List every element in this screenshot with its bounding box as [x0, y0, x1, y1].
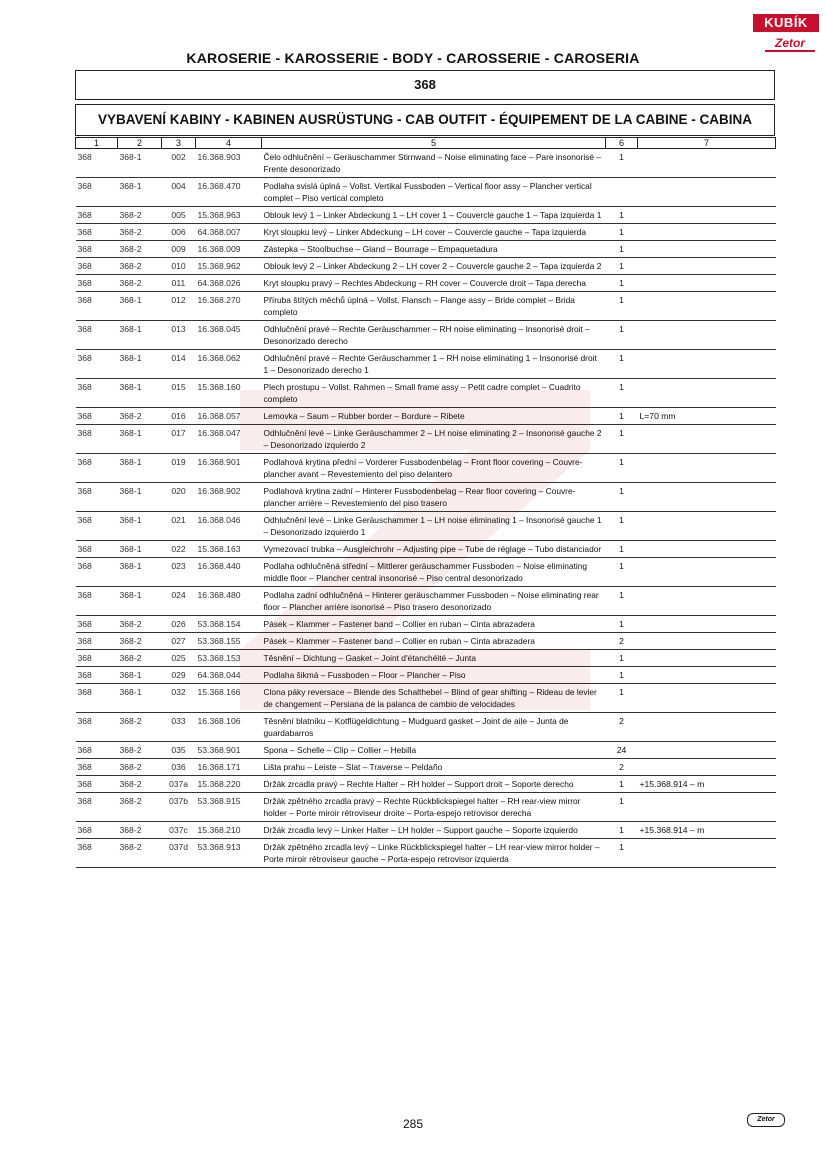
- cell-col-5: Podlaha šikmá – Fussboden – Floor – Plancher – Piso: [262, 667, 606, 684]
- cell-col-3: 037b: [162, 793, 196, 822]
- page-heading: KAROSERIE - KAROSSERIE - BODY - CAROSSERIE - CAROSERIA: [186, 50, 640, 66]
- table-header-row: [76, 138, 776, 149]
- cell-col-5: Odhlučnění levé – Linke Geräuschammer 2 – LH noise eliminating 2 – Insonorisé gauche 2 – Desonorizado izquierdo 2: [262, 425, 606, 454]
- cell-col-4: 64.368.007: [196, 224, 262, 241]
- cell-col-3: 017: [162, 425, 196, 454]
- cell-col-3: 023: [162, 558, 196, 587]
- cell-col-4: 16.368.901: [196, 454, 262, 483]
- cell-col-7: [638, 633, 776, 650]
- parts-table: [75, 137, 776, 868]
- cell-col-7: [638, 759, 776, 776]
- cell-col-3: 021: [162, 512, 196, 541]
- cell-col-6: 1: [606, 650, 638, 667]
- table-row: [76, 379, 776, 408]
- cell-col-1: 368: [76, 742, 118, 759]
- cell-col-6: 1: [606, 149, 638, 178]
- cell-col-6: 24: [606, 742, 638, 759]
- cell-col-5: Vymezovací trubka – Ausgleichrohr – Adjusting pipe – Tube de réglage – Tubo distanciador: [262, 541, 606, 558]
- cell-col-7: [638, 292, 776, 321]
- cell-col-7: +15.368.914 – m: [638, 822, 776, 839]
- cell-col-5: Podlaha odhlučněná střední – Mittlerer geräuschammer Fussboden – Noise eliminating middle floor – Plancher central insonorisé – Piso central desonorizado: [262, 558, 606, 587]
- cell-col-1: 368: [76, 541, 118, 558]
- cell-col-5: Spona – Schelle – Clip – Collier – Hebilla: [262, 742, 606, 759]
- cell-col-6: 1: [606, 241, 638, 258]
- cell-col-4: 64.368.044: [196, 667, 262, 684]
- cell-col-2: 368-1: [118, 684, 162, 713]
- cell-col-5: Příruba štítých měchů úplná – Vollst. Flansch – Flange assy – Bride complet – Brida completo: [262, 292, 606, 321]
- table-row: [76, 616, 776, 633]
- cell-col-7: [638, 454, 776, 483]
- table-row: [76, 321, 776, 350]
- cell-col-4: 53.368.915: [196, 793, 262, 822]
- cell-col-5: Podlaha svislá úplná – Vollst. Vertikal Fussboden – Vertical floor assy – Plancher vertical complet – Piso vertical completo: [262, 178, 606, 207]
- cell-col-1: 368: [76, 587, 118, 616]
- cell-col-1: 368: [76, 321, 118, 350]
- cell-col-2: 368-2: [118, 241, 162, 258]
- cell-col-5: Těsnění blatníku – Kotflügeldichtung – Mudguard gasket – Joint de aile – Junta de guardabarros: [262, 713, 606, 742]
- table-row: [76, 667, 776, 684]
- cell-col-2: 368-1: [118, 558, 162, 587]
- cell-col-2: 368-1: [118, 350, 162, 379]
- cell-col-5: Držák zrcadla pravý – Rechte Halter – RH holder – Support droit – Soporte derecho: [262, 776, 606, 793]
- column-header-1: 1: [76, 138, 118, 149]
- cell-col-6: 1: [606, 776, 638, 793]
- cell-col-5: Držák zrcadla levý – Linker Halter – LH holder – Support gauche – Soporte izquierdo: [262, 822, 606, 839]
- table-row: [76, 408, 776, 425]
- cell-col-3: 002: [162, 149, 196, 178]
- cell-col-7: +15.368.914 – m: [638, 776, 776, 793]
- cell-col-6: 2: [606, 713, 638, 742]
- cell-col-3: 006: [162, 224, 196, 241]
- group-title: VYBAVENÍ KABINY - KABINEN AUSRÜSTUNG - CAB OUTFIT - ÉQUIPEMENT DE LA CABINE - CABINA: [75, 104, 775, 136]
- cell-col-5: Odhlučnění pravé – Rechte Geräuschammer – RH noise eliminating – Insonorisé droit – Desonorizado derecho: [262, 321, 606, 350]
- cell-col-3: 022: [162, 541, 196, 558]
- cell-col-7: [638, 425, 776, 454]
- cell-col-3: 014: [162, 350, 196, 379]
- cell-col-2: 368-2: [118, 207, 162, 224]
- cell-col-5: Oblouk levý 2 – Linker Abdeckung 2 – LH cover 2 – Couvercle gauche 2 – Tapa izquierda 2: [262, 258, 606, 275]
- page-number: 285: [402, 1117, 424, 1131]
- cell-col-7: [638, 713, 776, 742]
- cell-col-6: 1: [606, 616, 638, 633]
- cell-col-4: 53.368.153: [196, 650, 262, 667]
- cell-col-7: [638, 667, 776, 684]
- table-row: [76, 650, 776, 667]
- table-row: [76, 541, 776, 558]
- table-row: [76, 684, 776, 713]
- cell-col-2: 368-1: [118, 667, 162, 684]
- cell-col-3: 009: [162, 241, 196, 258]
- cell-col-3: 036: [162, 759, 196, 776]
- cell-col-2: 368-1: [118, 587, 162, 616]
- cell-col-6: 1: [606, 292, 638, 321]
- cell-col-2: 368-1: [118, 541, 162, 558]
- cell-col-4: 16.368.062: [196, 350, 262, 379]
- cell-col-4: 16.368.903: [196, 149, 262, 178]
- cell-col-1: 368: [76, 650, 118, 667]
- cell-col-6: 2: [606, 759, 638, 776]
- cell-col-3: 004: [162, 178, 196, 207]
- cell-col-7: [638, 541, 776, 558]
- cell-col-4: 53.368.154: [196, 616, 262, 633]
- column-header-7: 7: [638, 138, 776, 149]
- cell-col-1: 368: [76, 224, 118, 241]
- cell-col-6: 1: [606, 408, 638, 425]
- table-row: [76, 258, 776, 275]
- cell-col-3: 010: [162, 258, 196, 275]
- cell-col-2: 368-1: [118, 425, 162, 454]
- cell-col-4: 15.368.963: [196, 207, 262, 224]
- cell-col-2: 368-2: [118, 633, 162, 650]
- table-row: [76, 149, 776, 178]
- cell-col-2: 368-1: [118, 483, 162, 512]
- cell-col-1: 368: [76, 379, 118, 408]
- cell-col-5: Držák zpětného zrcadla pravý – Rechte Rückblickspiegel halter – RH rear-view mirror holder – Porte miroir rétroviseur droite – Porta-espejo retrovisor derecha: [262, 793, 606, 822]
- cell-col-4: 15.368.163: [196, 541, 262, 558]
- cell-col-6: 1: [606, 350, 638, 379]
- cell-col-6: 1: [606, 425, 638, 454]
- cell-col-7: L=70 mm: [638, 408, 776, 425]
- cell-col-3: 020: [162, 483, 196, 512]
- table-row: [76, 275, 776, 292]
- cell-col-6: 1: [606, 207, 638, 224]
- table-row: [76, 587, 776, 616]
- cell-col-6: 1: [606, 258, 638, 275]
- cell-col-7: [638, 241, 776, 258]
- cell-col-3: 025: [162, 650, 196, 667]
- table-row: [76, 793, 776, 822]
- cell-col-5: Clona páky reversace – Blende des Schalthebel – Blind of gear shifting – Rideau de levier de changement – Persiana de la palanca de cambio de velocidades: [262, 684, 606, 713]
- cell-col-7: [638, 742, 776, 759]
- cell-col-1: 368: [76, 425, 118, 454]
- cell-col-1: 368: [76, 633, 118, 650]
- cell-col-6: 1: [606, 224, 638, 241]
- cell-col-7: [638, 258, 776, 275]
- cell-col-6: 1: [606, 541, 638, 558]
- cell-col-2: 368-2: [118, 822, 162, 839]
- column-header-2: 2: [118, 138, 162, 149]
- cell-col-3: 013: [162, 321, 196, 350]
- logo-top-text: KUBÍK: [753, 14, 819, 32]
- cell-col-1: 368: [76, 713, 118, 742]
- cell-col-5: Podlahová krytina přední – Vorderer Fussbodenbelag – Front floor covering – Couvre-plancher avant – Revestemiento del piso delantero: [262, 454, 606, 483]
- cell-col-4: 16.368.009: [196, 241, 262, 258]
- cell-col-2: 368-1: [118, 512, 162, 541]
- cell-col-4: 16.368.480: [196, 587, 262, 616]
- table-row: [76, 207, 776, 224]
- cell-col-7: [638, 483, 776, 512]
- cell-col-6: 1: [606, 587, 638, 616]
- cell-col-1: 368: [76, 275, 118, 292]
- cell-col-7: [638, 178, 776, 207]
- cell-col-5: Těsnění – Dichtung – Gasket – Joint d'étanchéité – Junta: [262, 650, 606, 667]
- table-row: [76, 454, 776, 483]
- cell-col-4: 15.368.210: [196, 822, 262, 839]
- cell-col-7: [638, 512, 776, 541]
- cell-col-2: 368-2: [118, 224, 162, 241]
- cell-col-2: 368-1: [118, 321, 162, 350]
- column-header-3: 3: [162, 138, 196, 149]
- cell-col-4: 53.368.155: [196, 633, 262, 650]
- cell-col-5: Lemovka – Saum – Rubber border – Bordure – Ribete: [262, 408, 606, 425]
- cell-col-5: Podlaha zadní odhlučněná – Hinterer geräuschammer Fussboden – Noise eliminating rear floor – Plancher arrière isonorisé – Piso trasero desonorizado: [262, 587, 606, 616]
- cell-col-4: 15.368.962: [196, 258, 262, 275]
- cell-col-5: Oblouk levý 1 – Linker Abdeckung 1 – LH cover 1 – Couvercle gauche 1 – Tapa izquierda 1: [262, 207, 606, 224]
- cell-col-7: [638, 587, 776, 616]
- cell-col-5: Kryt sloupku levý – Linker Abdeckung – LH cover – Couvercle gauche – Tapa izquierda: [262, 224, 606, 241]
- group-number: 368: [75, 70, 775, 100]
- cell-col-1: 368: [76, 558, 118, 587]
- cell-col-7: [638, 558, 776, 587]
- cell-col-3: 037d: [162, 839, 196, 868]
- cell-col-4: 53.368.913: [196, 839, 262, 868]
- cell-col-2: 368-2: [118, 793, 162, 822]
- cell-col-2: 368-1: [118, 149, 162, 178]
- cell-col-7: [638, 321, 776, 350]
- cell-col-1: 368: [76, 178, 118, 207]
- cell-col-3: 026: [162, 616, 196, 633]
- cell-col-7: [638, 207, 776, 224]
- cell-col-1: 368: [76, 207, 118, 224]
- cell-col-7: [638, 793, 776, 822]
- cell-col-1: 368: [76, 258, 118, 275]
- cell-col-1: 368: [76, 839, 118, 868]
- cell-col-4: 64.368.026: [196, 275, 262, 292]
- cell-col-7: [638, 275, 776, 292]
- column-header-6: 6: [606, 138, 638, 149]
- cell-col-6: 1: [606, 839, 638, 868]
- cell-col-6: 1: [606, 512, 638, 541]
- table-row: [76, 483, 776, 512]
- cell-col-5: Držák zpětného zrcadla levý – Linke Rückblickspiegel halter – LH rear-view mirror holder – Porte miroir rétroviseur gauche – Porta-espejo retrovisor izquierda: [262, 839, 606, 868]
- cell-col-5: Kryt sloupku pravý – Rechtes Abdeckung – RH cover – Couvercle droit – Tapa derecha: [262, 275, 606, 292]
- cell-col-1: 368: [76, 512, 118, 541]
- cell-col-2: 368-2: [118, 650, 162, 667]
- cell-col-3: 032: [162, 684, 196, 713]
- cell-col-2: 368-1: [118, 454, 162, 483]
- cell-col-4: 16.368.047: [196, 425, 262, 454]
- table-row: [76, 713, 776, 742]
- cell-col-6: 1: [606, 321, 638, 350]
- cell-col-1: 368: [76, 667, 118, 684]
- cell-col-7: [638, 650, 776, 667]
- table-row: [76, 292, 776, 321]
- cell-col-3: 037a: [162, 776, 196, 793]
- table-row: [76, 742, 776, 759]
- cell-col-3: 027: [162, 633, 196, 650]
- cell-col-1: 368: [76, 616, 118, 633]
- table-body: [76, 149, 776, 868]
- cell-col-3: 019: [162, 454, 196, 483]
- cell-col-5: Odhlučnění levé – Linke Geräuschammer 1 – LH noise eliminating 1 – Insonorisé gauche 1 – Desonorizado izquierdo 1: [262, 512, 606, 541]
- table-row: [76, 425, 776, 454]
- table-row: [76, 350, 776, 379]
- cell-col-1: 368: [76, 793, 118, 822]
- cell-col-5: Zástepka – Stoolbuchse – Gland – Bourrage – Empaquetadura: [262, 241, 606, 258]
- cell-col-5: Lišta prahu – Leiste – Slat – Traverse – Peldaño: [262, 759, 606, 776]
- cell-col-6: [606, 178, 638, 207]
- cell-col-4: 16.368.045: [196, 321, 262, 350]
- cell-col-5: Pásek – Klammer – Fastener band – Collier en ruban – Cinta abrazadera: [262, 616, 606, 633]
- cell-col-5: Plech prostupu – Vollst. Rahmen – Small frame assy – Petit cadre complet – Cuadrito completo: [262, 379, 606, 408]
- cell-col-1: 368: [76, 483, 118, 512]
- cell-col-4: 15.368.166: [196, 684, 262, 713]
- cell-col-6: 1: [606, 275, 638, 292]
- cell-col-3: 016: [162, 408, 196, 425]
- cell-col-2: 368-2: [118, 742, 162, 759]
- table-row: [76, 776, 776, 793]
- cell-col-7: [638, 350, 776, 379]
- cell-col-5: Podlahová krytina zadní – Hinterer Fussbodenbelag – Rear floor covering – Couvre-plancher arrière – Revestemiento del piso trasero: [262, 483, 606, 512]
- cell-col-3: 024: [162, 587, 196, 616]
- cell-col-4: 16.368.470: [196, 178, 262, 207]
- cell-col-2: 368-2: [118, 258, 162, 275]
- cell-col-2: 368-2: [118, 713, 162, 742]
- cell-col-1: 368: [76, 759, 118, 776]
- cell-col-6: 1: [606, 558, 638, 587]
- cell-col-4: 16.368.057: [196, 408, 262, 425]
- table-row: [76, 822, 776, 839]
- cell-col-1: 368: [76, 684, 118, 713]
- cell-col-6: 1: [606, 667, 638, 684]
- cell-col-3: 005: [162, 207, 196, 224]
- logo-bottom-text: Zetor: [765, 36, 815, 52]
- cell-col-3: 037c: [162, 822, 196, 839]
- cell-col-6: 1: [606, 684, 638, 713]
- cell-col-4: 16.368.270: [196, 292, 262, 321]
- cell-col-6: 1: [606, 379, 638, 408]
- cell-col-1: 368: [76, 241, 118, 258]
- cell-col-3: 035: [162, 742, 196, 759]
- cell-col-1: 368: [76, 776, 118, 793]
- cell-col-6: 1: [606, 822, 638, 839]
- cell-col-1: 368: [76, 822, 118, 839]
- cell-col-1: 368: [76, 149, 118, 178]
- cell-col-2: 368-2: [118, 616, 162, 633]
- cell-col-4: 15.368.160: [196, 379, 262, 408]
- cell-col-4: 16.368.902: [196, 483, 262, 512]
- cell-col-4: 16.368.171: [196, 759, 262, 776]
- cell-col-2: 368-2: [118, 408, 162, 425]
- cell-col-2: 368-1: [118, 292, 162, 321]
- cell-col-5: Odhlučnění pravé – Rechte Geräuschammer 1 – RH noise eliminating 1 – Insonorisé droit 1 – Desonorizado derecho 1: [262, 350, 606, 379]
- cell-col-1: 368: [76, 350, 118, 379]
- cell-col-4: 15.368.220: [196, 776, 262, 793]
- cell-col-5: Čelo odhlučnění – Geräuschammer Stirnwand – Noise eliminating face – Pare insonorisé – Frente desonorizado: [262, 149, 606, 178]
- cell-col-7: [638, 684, 776, 713]
- table-row: [76, 512, 776, 541]
- cell-col-1: 368: [76, 292, 118, 321]
- cell-col-4: 16.368.046: [196, 512, 262, 541]
- cell-col-2: 368-2: [118, 759, 162, 776]
- cell-col-3: 011: [162, 275, 196, 292]
- cell-col-2: 368-2: [118, 839, 162, 868]
- cell-col-3: 033: [162, 713, 196, 742]
- table-row: [76, 759, 776, 776]
- table-row: [76, 241, 776, 258]
- table-row: [76, 178, 776, 207]
- cell-col-2: 368-2: [118, 776, 162, 793]
- cell-col-2: 368-1: [118, 178, 162, 207]
- cell-col-2: 368-2: [118, 275, 162, 292]
- cell-col-4: 16.368.440: [196, 558, 262, 587]
- table-row: [76, 224, 776, 241]
- cell-col-1: 368: [76, 454, 118, 483]
- column-header-5: 5: [262, 138, 606, 149]
- footer-zetor-logo: Zetor: [747, 1113, 785, 1127]
- cell-col-3: 015: [162, 379, 196, 408]
- cell-col-5: Pásek – Klammer – Fastener band – Collier en ruban – Cinta abrazadera: [262, 633, 606, 650]
- cell-col-1: 368: [76, 408, 118, 425]
- cell-col-4: 53.368.901: [196, 742, 262, 759]
- cell-col-7: [638, 839, 776, 868]
- cell-col-6: 1: [606, 454, 638, 483]
- cell-col-6: 1: [606, 793, 638, 822]
- table-row: [76, 633, 776, 650]
- column-header-4: 4: [196, 138, 262, 149]
- cell-col-7: [638, 616, 776, 633]
- cell-col-6: 1: [606, 483, 638, 512]
- table-row: [76, 839, 776, 868]
- cell-col-2: 368-1: [118, 379, 162, 408]
- cell-col-3: 012: [162, 292, 196, 321]
- cell-col-3: 029: [162, 667, 196, 684]
- cell-col-7: [638, 149, 776, 178]
- cell-col-4: 16.368.106: [196, 713, 262, 742]
- cell-col-7: [638, 224, 776, 241]
- table-row: [76, 558, 776, 587]
- cell-col-6: 2: [606, 633, 638, 650]
- cell-col-7: [638, 379, 776, 408]
